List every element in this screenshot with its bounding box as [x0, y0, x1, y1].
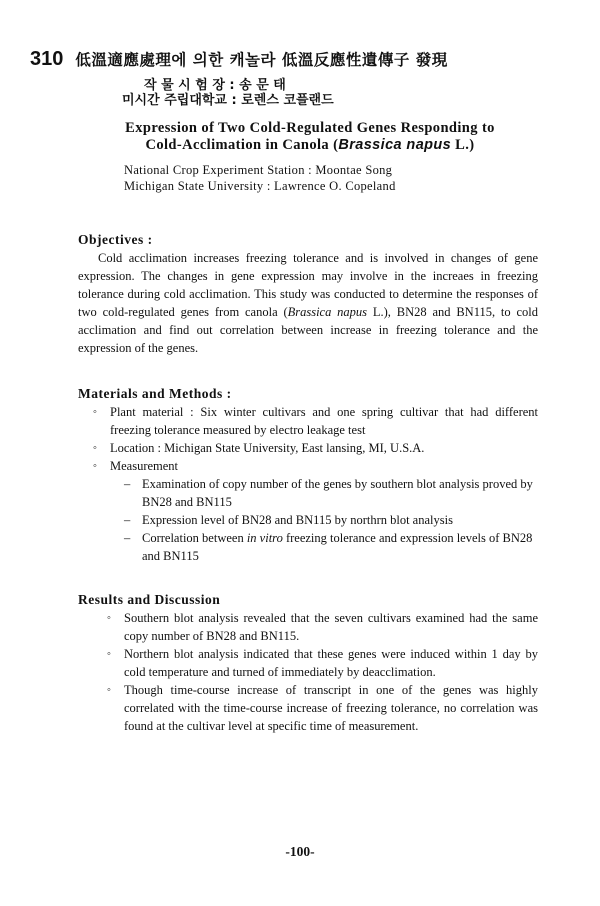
author-line-1: 작 물 시 험 장 : 송 문 태 — [144, 78, 286, 93]
circle-bullet-icon: ◦ — [107, 612, 111, 624]
circle-bullet-icon: ◦ — [107, 684, 111, 696]
affiliation-2: Michigan State University : Lawrence O. Copeland — [124, 179, 396, 193]
circle-bullet-icon: ◦ — [93, 406, 97, 418]
list-item — [86, 403, 538, 439]
english-title-prefix: Cold-Acclimation in Canola ( — [145, 137, 339, 153]
dash-icon: – — [124, 477, 131, 491]
method-text: Measurement — [110, 459, 179, 473]
english-title-line-2 — [50, 137, 570, 154]
header-line — [30, 48, 448, 71]
sub-item-italic: in vitro — [246, 531, 283, 545]
sub-item-text: Examination of copy number of the genes by southern blot analysis proved by BN28 and BN115 — [142, 477, 533, 509]
result-text: Though time-course increase of transcript in one of the genes was highly correlated with the time-course increase of freezing tolerance, no correlation was found at the cultivar level at specific time of measurement. — [124, 683, 538, 733]
sub-item-text-post: freezing tolerance and expression levels of BN28 and BN115 — [142, 531, 533, 563]
english-title — [50, 120, 570, 154]
list-item — [100, 645, 538, 681]
list-item — [86, 457, 538, 475]
sub-item-text-pre: Correlation between — [142, 531, 247, 545]
circle-bullet-icon: ◦ — [93, 442, 97, 454]
english-title-suffix: L.) — [451, 137, 475, 153]
affiliation-1: National Crop Experiment Station : Moontae Song — [124, 163, 393, 177]
objectives-paragraph — [78, 249, 538, 357]
dash-icon: – — [124, 513, 131, 527]
affiliations — [124, 162, 396, 194]
page-number: 310 — [30, 48, 64, 70]
species-name: Brassica napus — [338, 137, 452, 153]
dash-icon: – — [124, 531, 131, 545]
list-item — [100, 609, 538, 645]
korean-authors — [122, 78, 334, 108]
circle-bullet-icon: ◦ — [93, 460, 97, 472]
methods-heading: Materials and Methods : — [78, 386, 232, 401]
objectives-heading: Objectives : — [78, 232, 153, 247]
objectives-text-2: L.), BN28 and BN115, to cold acclimation and find out correlation between increase in freezing tolerance and the expression of the genes. — [78, 305, 538, 355]
results-heading: Results and Discussion — [78, 592, 221, 607]
methods-list — [86, 403, 538, 565]
list-item — [86, 439, 538, 457]
result-text: Southern blot analysis revealed that the seven cultivars examined had the same copy number of BN28 and BN115. — [124, 611, 538, 643]
circle-bullet-icon: ◦ — [107, 648, 111, 660]
objectives-species: Brassica napus — [287, 305, 368, 319]
sub-item-text: Expression level of BN28 and BN115 by northrn blot analysis — [142, 513, 453, 527]
korean-title: 低溫適應處理에 의한 캐놀라 低溫反應性遺傳子 發現 — [75, 51, 448, 69]
sub-list-item — [86, 475, 538, 511]
results-list — [100, 609, 538, 735]
sub-list-item — [86, 529, 538, 565]
page-footer-number: -100- — [285, 844, 315, 859]
method-text: Plant material : Six winter cultivars and one spring cultivar that had different freezing tolerance measured by electro leakage test — [110, 405, 538, 437]
result-text: Northern blot analysis indicated that these genes were induced within 1 day by cold temperature and turned of immediately by deacclimation. — [124, 647, 538, 679]
method-text: Location : Michigan State University, East lansing, MI, U.S.A. — [110, 441, 425, 455]
english-title-line-1: Expression of Two Cold-Regulated Genes Responding to — [125, 120, 495, 136]
sub-list-item — [86, 511, 538, 529]
author-line-2: 미시간 주립대학교 : 로렌스 코플랜드 — [122, 93, 334, 108]
list-item — [100, 681, 538, 735]
objectives-text-1: Cold acclimation increases freezing tolerance and is involved in changes of gene expression. The changes in gene expression may involve in the increaes in freezing tolerance during cold acclimation. This study was conducted to determine the responses of two cold-regulated genes from canola ( — [78, 251, 538, 319]
